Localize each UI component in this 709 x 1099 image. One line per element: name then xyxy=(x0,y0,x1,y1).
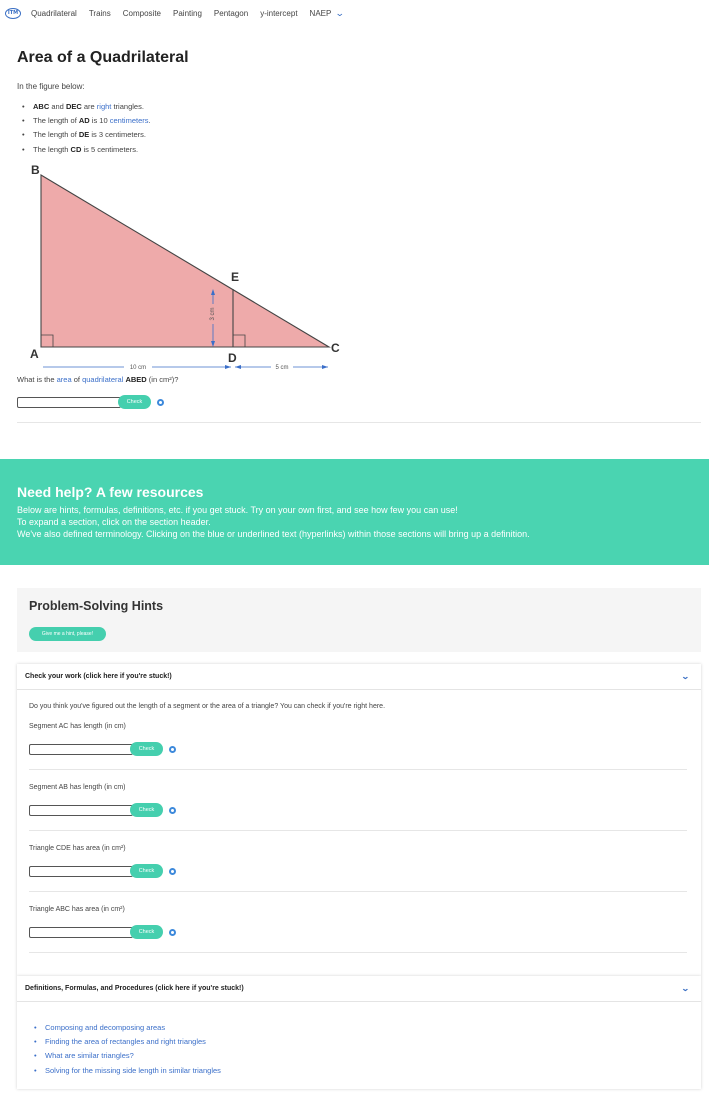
check-work-accordion xyxy=(17,664,701,976)
item-divider xyxy=(29,830,687,831)
help-line: To expand a section, click on the section header. xyxy=(17,517,211,527)
triangle-figure xyxy=(0,158,360,374)
definitions-list xyxy=(34,1021,221,1078)
section-divider xyxy=(17,422,701,423)
vertex-label-e: E xyxy=(231,270,240,284)
vertex-label-b: B xyxy=(31,163,40,177)
logo-text: ITM xyxy=(7,10,19,16)
definition-link[interactable]: • Finding the area of rectangles and right triangles xyxy=(34,1035,221,1049)
nav-item-quadrilateral[interactable]: Quadrilateral xyxy=(31,8,77,18)
top-nav xyxy=(0,0,709,26)
vertex-label-a: A xyxy=(30,347,39,361)
chevron-down-icon: ⌄ xyxy=(681,984,691,993)
item-divider xyxy=(29,769,687,770)
chevron-down-icon: ⌄ xyxy=(681,672,691,681)
given-item: • The length of DE is 3 centimeters. xyxy=(22,128,151,142)
definitions-header-label: Definitions, Formulas, and Procedures (click here if you're stuck!) xyxy=(25,985,244,992)
check-work-intro: Do you think you've figured out the length of a segment or the area of a triangle? You can check if you're right here. xyxy=(29,703,386,710)
check-item-row xyxy=(29,803,176,817)
term-link-quadrilateral[interactable]: quadrilateral xyxy=(82,375,124,384)
nav-item-trains[interactable]: Trains xyxy=(88,8,111,18)
term-link-right[interactable]: right xyxy=(96,102,112,111)
nav-more-label: NAEP xyxy=(309,8,332,18)
check-item-row xyxy=(29,864,176,878)
arrow-head xyxy=(235,365,241,369)
nav-item-pentagon[interactable]: Pentagon xyxy=(213,8,249,18)
problem-intro: In the figure below: xyxy=(17,82,85,91)
check-button[interactable]: Check xyxy=(130,925,163,939)
item-divider xyxy=(29,952,687,953)
given-item: • The length of AD is 10 centimeters. xyxy=(22,114,151,128)
nav-item-y-intercept[interactable]: y-intercept xyxy=(260,8,298,18)
nav-item-painting[interactable]: Painting xyxy=(173,8,202,18)
hints-title: Problem-Solving Hints xyxy=(29,599,164,613)
help-line: We've also defined terminology. Clicking on the blue or underlined text (hyperlinks) within those sections will bring up a definition. xyxy=(17,529,530,539)
vertex-label-d: D xyxy=(228,351,237,365)
triangle-abc-shape xyxy=(41,175,329,347)
plus-circle-icon[interactable] xyxy=(169,929,176,936)
hint-button[interactable]: Give me a hint, please! xyxy=(29,627,106,641)
segment-ac-input[interactable] xyxy=(29,744,133,755)
help-line: Below are hints, formulas, definitions, etc. if you get stuck. Try on your own first, and see how few you can use! xyxy=(17,505,458,515)
definition-link[interactable]: • What are similar triangles? xyxy=(34,1049,221,1063)
plus-circle-icon[interactable] xyxy=(169,746,176,753)
segment-ab-input[interactable] xyxy=(29,805,133,816)
answer-input[interactable] xyxy=(17,397,121,408)
check-item-label: Segment AB has length (in cm) xyxy=(29,784,126,791)
check-item-label: Triangle CDE has area (in cm²) xyxy=(29,845,126,852)
triangle-abc-input[interactable] xyxy=(29,927,133,938)
dim-label-dc: 5 cm xyxy=(275,365,289,371)
check-item-row xyxy=(29,742,176,756)
vertex-label-c: C xyxy=(331,341,340,355)
arrow-head xyxy=(322,365,328,369)
question-text: What is the area of quadrilateral ABED (in cm²)? xyxy=(17,375,179,384)
arrow-head xyxy=(225,365,231,369)
check-item-label: Triangle ABC has area (in cm²) xyxy=(29,906,125,913)
definition-link[interactable]: • Solving for the missing side length in similar triangles xyxy=(34,1064,221,1078)
given-item: • ABC and DEC are right triangles. xyxy=(22,100,151,114)
help-banner xyxy=(0,459,709,565)
dim-label-ad: 10 cm xyxy=(129,365,147,371)
check-work-header[interactable] xyxy=(17,664,701,690)
main-answer-row xyxy=(17,395,164,409)
check-button[interactable]: Check xyxy=(130,803,163,817)
term-link-area[interactable]: area xyxy=(56,375,72,384)
check-button[interactable]: Check xyxy=(118,395,151,409)
check-item-row xyxy=(29,925,176,939)
plus-circle-icon[interactable] xyxy=(169,868,176,875)
given-item: • The length CD is 5 centimeters. xyxy=(22,143,151,157)
check-item-label: Segment AC has length (in cm) xyxy=(29,723,126,730)
dim-label-de: 3 cm xyxy=(210,307,216,321)
term-link-centimeters[interactable]: centimeters xyxy=(109,116,149,126)
triangle-cde-input[interactable] xyxy=(29,866,133,877)
definitions-header[interactable] xyxy=(17,976,701,1002)
help-title: Need help? A few resources xyxy=(17,484,204,500)
nav-item-composite[interactable]: Composite xyxy=(122,8,161,18)
definition-link[interactable]: • Composing and decomposing areas xyxy=(34,1021,221,1035)
plus-circle-icon[interactable] xyxy=(157,399,164,406)
item-divider xyxy=(29,891,687,892)
check-work-header-label: Check your work (click here if you're stuck!) xyxy=(25,673,172,680)
hints-card xyxy=(17,588,701,652)
check-button[interactable]: Check xyxy=(130,742,163,756)
page-title: Area of a Quadrilateral xyxy=(17,49,189,66)
problem-givens xyxy=(22,100,151,157)
check-button[interactable]: Check xyxy=(130,864,163,878)
site-logo[interactable] xyxy=(5,8,21,19)
nav-more-dropdown[interactable] xyxy=(310,8,344,19)
plus-circle-icon[interactable] xyxy=(169,807,176,814)
chevron-down-icon: ⌄ xyxy=(335,7,346,18)
